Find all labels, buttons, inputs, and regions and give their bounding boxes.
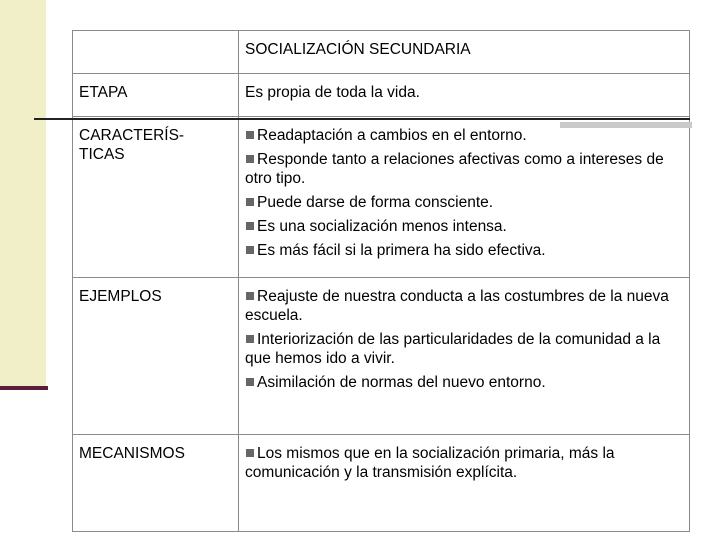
row-label-etapa: ETAPA	[73, 74, 239, 117]
row-label-caracteristicas-text: CARACTERÍS- TICAS	[79, 127, 185, 163]
decorative-rule	[34, 118, 690, 120]
square-bullet-icon	[246, 222, 254, 230]
slide-side-bar	[0, 0, 46, 388]
square-bullet-icon	[246, 198, 254, 206]
list-item: Reajuste de nuestra conducta a las costumbres de la nueva escuela.	[245, 288, 669, 324]
table-header-row	[73, 31, 690, 74]
row-content-etapa: Es propia de toda la vida.	[239, 74, 690, 117]
list-item: Los mismos que en la socialización primaria, más la comunicación y la transmisión explícita.	[245, 445, 615, 481]
socialization-table	[72, 30, 690, 532]
header-empty-cell	[73, 31, 239, 74]
list-item: Interiorización de las particularidades de la comunidad a la que hemos ido a vivir.	[245, 331, 661, 367]
square-bullet-icon	[246, 246, 254, 254]
table-row-mecanismos	[73, 435, 690, 532]
table-row-ejemplos	[73, 278, 690, 435]
square-bullet-icon	[246, 292, 254, 300]
list-item: Es una socialización menos intensa.	[245, 217, 683, 236]
table-row-caracteristicas	[73, 117, 690, 278]
row-label-caracteristicas	[73, 117, 239, 278]
list-item: Readaptación a cambios en el entorno.	[245, 126, 683, 145]
list-item: Asimilación de normas del nuevo entorno.	[245, 373, 683, 392]
decorative-rule-light	[560, 122, 692, 128]
square-bullet-icon	[246, 131, 254, 139]
list-item: Responde tanto a relaciones afectivas como a intereses de otro tipo.	[245, 151, 664, 187]
square-bullet-icon	[246, 335, 254, 343]
square-bullet-icon	[246, 155, 254, 163]
slide-side-bar-edge	[0, 386, 48, 390]
square-bullet-icon	[246, 378, 254, 386]
row-content-caracteristicas	[239, 117, 690, 278]
header-title-cell: SOCIALIZACIÓN SECUNDARIA	[239, 31, 690, 74]
row-content-mecanismos	[239, 435, 690, 532]
list-item: Es más fácil si la primera ha sido efectiva.	[245, 241, 683, 260]
square-bullet-icon	[246, 449, 254, 457]
row-content-ejemplos	[239, 278, 690, 435]
row-label-ejemplos: EJEMPLOS	[73, 278, 239, 435]
table-row-etapa	[73, 74, 690, 117]
row-label-mecanismos: MECANISMOS	[73, 435, 239, 532]
list-item: Puede darse de forma consciente.	[245, 193, 683, 212]
